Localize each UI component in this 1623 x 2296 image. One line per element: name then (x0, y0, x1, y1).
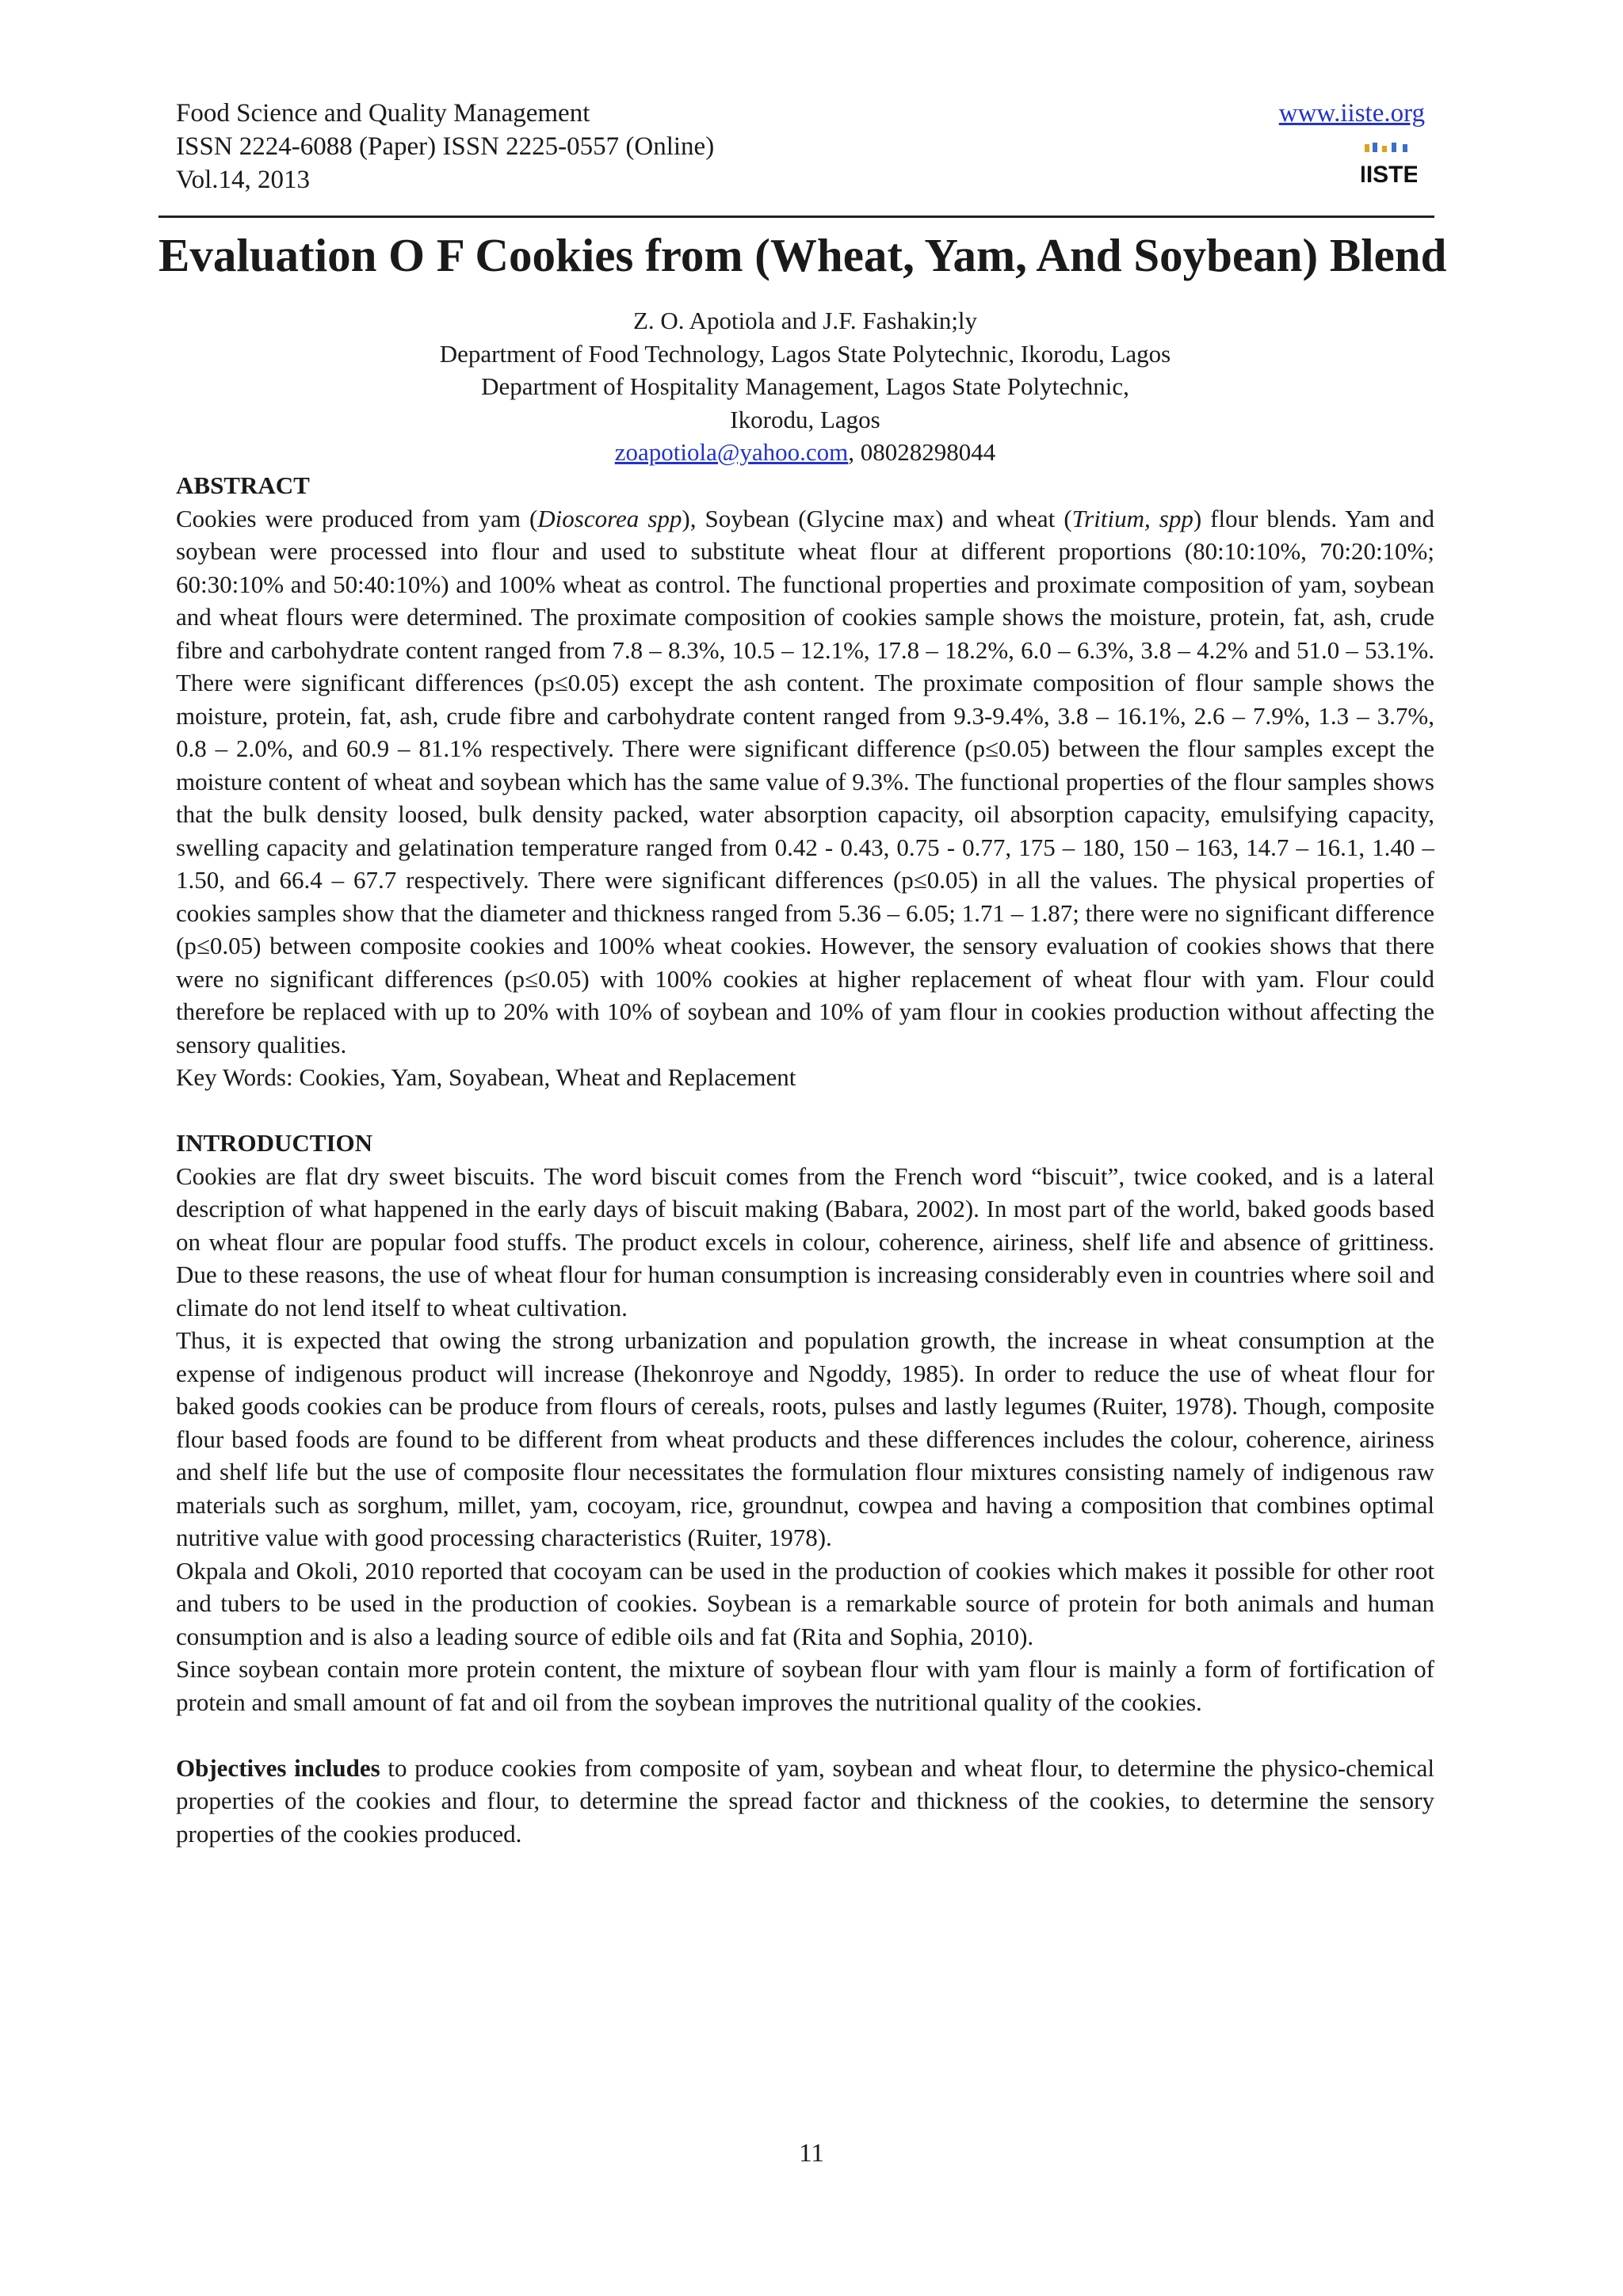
abstract-text-part: Cookies were produced from yam ( (176, 504, 538, 532)
keywords: Key Words: Cookies, Yam, Soyabean, Wheat and Replacement (176, 1063, 796, 1091)
journal-url-link[interactable]: www.iiste.org (1278, 99, 1425, 128)
email-link[interactable]: zoapotiola@yahoo.com (614, 438, 849, 466)
journal-issn: ISSN 2224-6088 (Paper) ISSN 2225-0557 (Online) (176, 132, 715, 161)
intro-paragraph-2: Thus, it is expected that owing the strong urbanization and population growth, the increase in wheat consumption at the expense of indigenous product will increase (Ihekonroye and Ngoddy, 1985). In order to reduce the use of wheat flour for baked goods cookies can be produce from flours of cereals, roots, pulses and lastly legumes (Ruiter, 1978). Though, composite flour based foods are found to be different from wheat products and these differences includes the colour, coherence, airiness and shelf life but the use of composite flour necessitates the formulation flour mixtures consisting namely of indigenous raw materials such as sorghum, millet, yam, cocoyam, rice, groundnut, cowpea and having a composition that combines optimal nutritive value with good processing characteristics (Ruiter, 1978). (176, 1326, 1434, 1551)
author-names: Z. O. Apotiola and J.F. Fashakin;ly (632, 307, 978, 334)
affiliation-3: Ikorodu, Lagos (730, 405, 880, 433)
objectives-lead: Objectives includes (176, 1753, 380, 1782)
spacer (176, 1094, 1434, 1127)
objectives-paragraph (176, 1752, 1434, 1851)
abstract-text-part: ), Soybean (Glycine max) and wheat ( (682, 504, 1072, 532)
author-block (176, 304, 1434, 469)
affiliation-1: Department of Food Technology, Lagos State Polytechnic, Ikorodu, Lagos (439, 339, 1171, 368)
intro-paragraph-3: Okpala and Okoli, 2010 reported that cocoyam can be used in the production of cookies which makes it possible for other root and tubers to be used in the production of cookies. Soybean is a remarkable source of protein for both animals and human consumption and is also a leading source of edible oils and fat (Rita and Sophia, 2010). (176, 1556, 1434, 1650)
journal-header (176, 97, 714, 196)
introduction-heading: INTRODUCTION (176, 1129, 373, 1157)
objectives-text: to produce cookies from composite of yam, soybean and wheat flour, to determine the physico-chemical properties of the cookies and flour, to determine the spread factor and thickness of the cookies, to determine the sensory properties of the cookies produced. (176, 1753, 1434, 1848)
header-divider (158, 215, 1434, 218)
intro-paragraph-4: Since soybean contain more protein content, the mixture of soybean flour with yam flour is mainly a form of fortification of protein and small amount of fat and oil from the soybean improves the nutritional quality of the cookies. (176, 1655, 1434, 1716)
abstract-text (176, 502, 1434, 1062)
journal-url-block (1236, 97, 1425, 130)
spacer (176, 1718, 1434, 1752)
journal-name: Food Science and Quality Management (176, 99, 590, 128)
contact-line (176, 436, 1434, 469)
affiliation-2: Department of Hospitality Management, Lagos State Polytechnic, (481, 372, 1129, 400)
abstract-italic-tritium: Tritium, spp (1071, 504, 1193, 532)
paper-title: Evaluation O F Cookies from (Wheat, Yam, And Soybean) Blend (158, 229, 1447, 281)
phone-number: , 08028298044 (848, 438, 996, 466)
iiste-logo (1361, 141, 1417, 190)
journal-volume: Vol.14, 2013 (176, 166, 310, 194)
paper-body (176, 469, 1434, 1850)
abstract-heading: ABSTRACT (176, 471, 310, 499)
logo-text: IISTE (1361, 162, 1417, 188)
abstract-text-part: ) flour blends. Yam and soybean were processed into flour and used to substitute wheat flour at different proportions (80:10:10%, 70:20:10%; 60:30:10% and 50:40:10%) and 100% wheat as control. The functional properties and proximate composition of yam, soybean and wheat flours were determined. The proximate composition of cookies sample shows the moisture, protein, fat, ash, crude fibre and carbohydrate content ranged from 7.8 – 8.3%, 10.5 – 12.1%, 17.8 – 18.2%, 6.0 – 6.3%, 3.8 – 4.2% and 51.0 – 53.1%. There were significant differences (p≤0.05) except the ash content. The proximate composition of flour sample shows the moisture, protein, fat, ash, crude fibre and carbohydrate content ranged from 9.3-9.4%, 3.8 – 16.1%, 2.6 – 7.9%, 1.3 – 3.7%, 0.8 – 2.0%, and 60.9 – 81.1% respectively. There were significant difference (p≤0.05) between the flour samples except the moisture content of wheat and soybean which has the same value of 9.3%. The functional properties of the flour samples shows that the bulk density loosed, bulk density packed, water absorption capacity, oil absorption capacity, emulsifying capacity, swelling capacity and gelatination temperature ranged from 0.42 - 0.43, 0.75 - 0.77, 175 – 180, 150 – 163, 14.7 – 16.1, 1.40 – 1.50, and 66.4 – 67.7 respectively. There were significant differences (p≤0.05) in all the values. The physical properties of cookies samples show that the diameter and thickness ranged from 5.36 – 6.05; 1.71 – 1.87; there were no significant difference (p≤0.05) between composite cookies and 100% wheat cookies. However, the sensory evaluation of cookies shows that there were no significant differences (p≤0.05) with 100% cookies at higher replacement of wheat flour with yam. Flour could therefore be replaced with up to 20% with 10% of soybean and 10% of yam flour in cookies production without affecting the sensory qualities. (176, 504, 1434, 1058)
abstract-italic-dioscorea: Dioscorea spp (537, 504, 682, 532)
intro-paragraph-1: Cookies are flat dry sweet biscuits. The word biscuit comes from the French word “biscuit”, twice cooked, and is a lateral description of what happened in the early days of biscuit making (Babara, 2002). In most part of the world, baked goods based on wheat flour are popular food stuffs. The product excels in colour, coherence, airiness, shelf life and absence of grittiness. Due to these reasons, the use of wheat flour for human consumption is increasing considerably even in countries where soil and climate do not lend itself to wheat cultivation. (176, 1161, 1434, 1322)
page-number: 11 (799, 2139, 824, 2168)
